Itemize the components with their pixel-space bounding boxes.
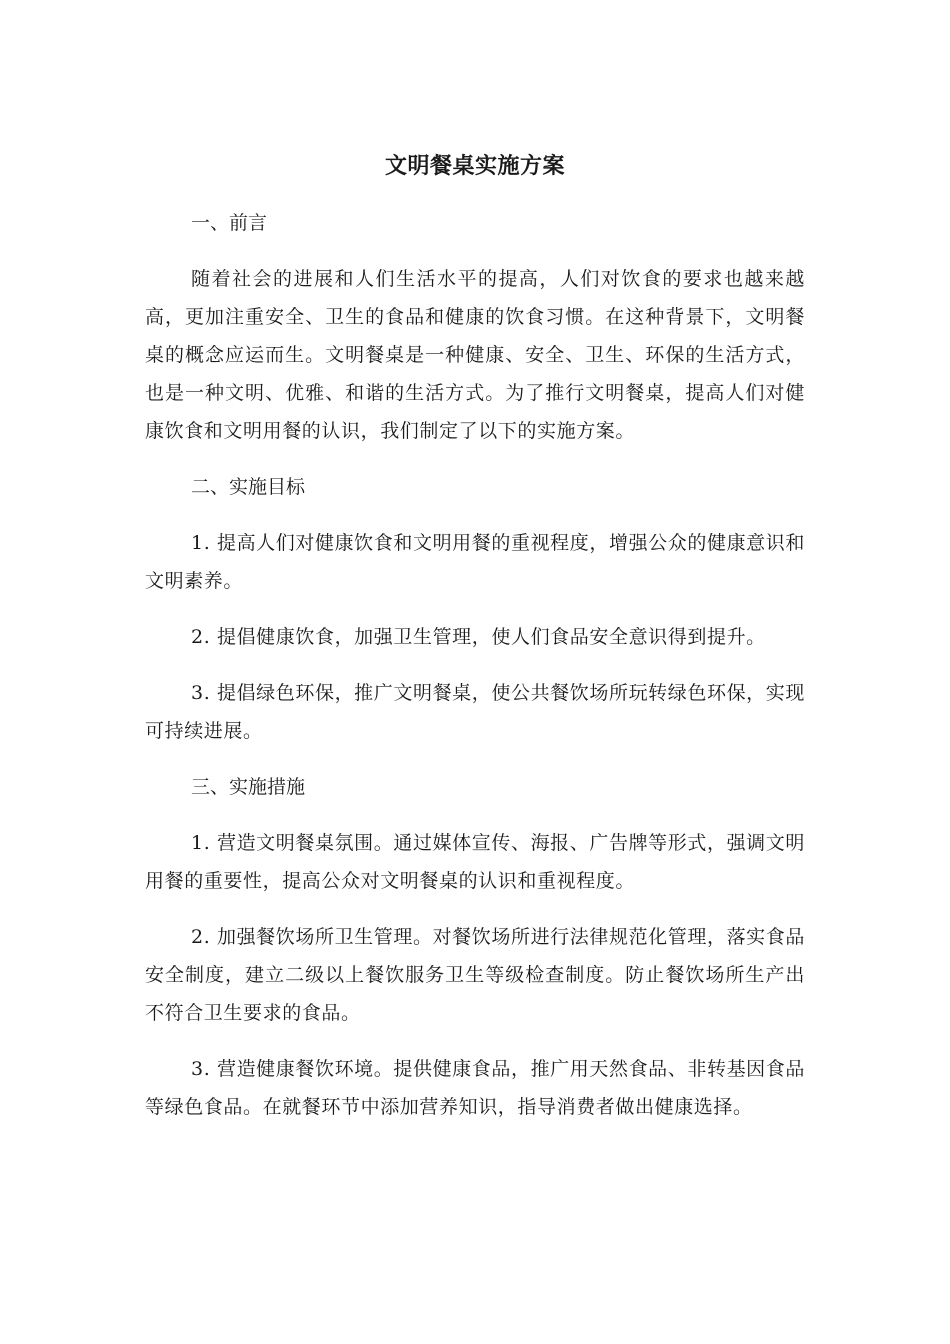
- paragraph: 2. 提倡健康饮食，加强卫生管理，使人们食品安全意识得到提升。: [191, 626, 766, 648]
- paragraph: 1. 提高人们对健康饮食和文明用餐的重视程度，增强公众的健康意识和文明素养。: [145, 532, 805, 592]
- paragraph: 3. 营造健康餐饮环境。提供健康食品，推广用天然食品、非转基因食品等绿色食品。在就餐环节中添加营养知识，指导消费者做出健康选择。: [145, 1058, 805, 1118]
- section-measures: [145, 768, 805, 1126]
- section-goals: [145, 468, 805, 750]
- paragraph: 随着社会的进展和人们生活水平的提高，人们对饮食的要求也越来越高，更加注重安全、卫生的食品和健康的饮食习惯。在这种背景下，文明餐桌的概念应运而生。文明餐桌是一种健康、安全、卫生、环保的生活方式，也是一种文明、优雅、和谐的生活方式。为了推行文明餐桌，提高人们对健康饮食和文明用餐的认识，我们制定了以下的实施方案。: [145, 268, 805, 442]
- section-heading: 一、前言: [191, 212, 268, 234]
- section-heading: 三、实施措施: [191, 776, 306, 798]
- paragraph: 1. 营造文明餐桌氛围。通过媒体宣传、海报、广告牌等形式，强调文明用餐的重要性，提高公众对文明餐桌的认识和重视程度。: [145, 832, 805, 892]
- document-body: [145, 204, 805, 1144]
- section-preface: [145, 204, 805, 450]
- paragraph: 3. 提倡绿色环保，推广文明餐桌，使公共餐饮场所玩转绿色环保，实现可持续进展。: [145, 682, 805, 742]
- paragraph: 2. 加强餐饮场所卫生管理。对餐饮场所进行法律规范化管理，落实食品安全制度，建立二级以上餐饮服务卫生等级检查制度。防止餐饮场所生产出不符合卫生要求的食品。: [145, 926, 805, 1024]
- section-heading: 二、实施目标: [191, 476, 306, 498]
- document-title: 文明餐桌实施方案: [384, 153, 565, 179]
